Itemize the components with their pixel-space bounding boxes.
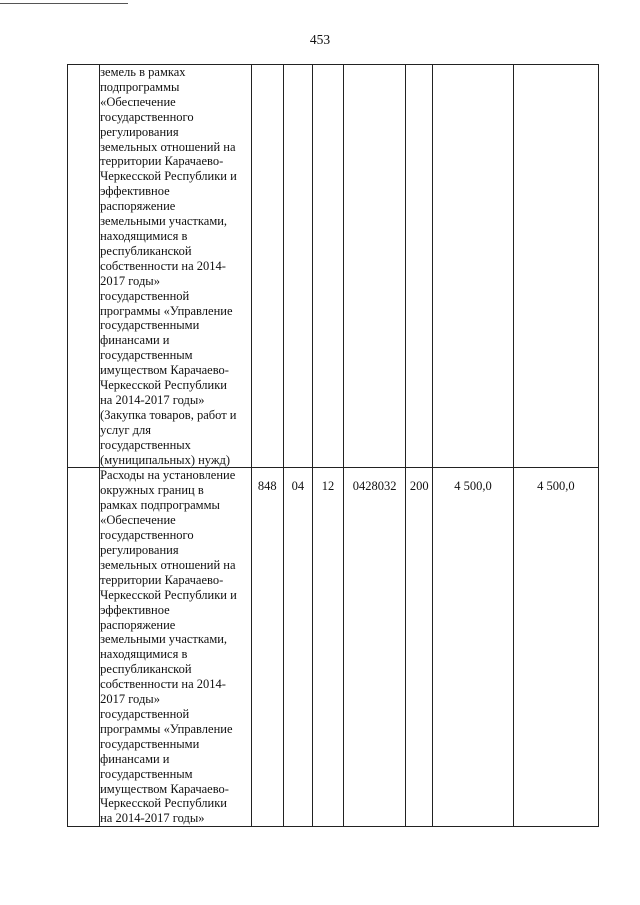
description-line: территории Карачаево- <box>100 572 224 587</box>
description-line: государственным <box>100 766 193 781</box>
description-line: на 2014-2017 годы» <box>100 811 205 826</box>
description-line: 2017 годы» <box>100 692 160 707</box>
description-line: Черкесской Республики <box>100 378 227 393</box>
description-line: эффективное <box>100 184 170 199</box>
description-line: республиканской <box>100 662 192 677</box>
description-line: (муниципальных) нужд) <box>100 452 231 467</box>
description-line: 2017 годы» <box>100 273 160 288</box>
description-line: окружных границ в <box>100 483 204 498</box>
expense-type-cell <box>406 65 433 468</box>
description-line: имуществом Карачаево- <box>100 781 229 796</box>
top-left-rule <box>0 3 128 4</box>
table-row <box>68 468 599 827</box>
budget-table <box>67 64 599 827</box>
subsection-code-cell <box>312 468 343 827</box>
description-line: государственных <box>100 437 191 452</box>
description-line: государственными <box>100 736 200 751</box>
description-line: распоряжение <box>100 199 176 214</box>
expense-type-code: 200 <box>409 479 429 494</box>
amount-cell-1 <box>433 65 513 468</box>
row-number-cell <box>68 65 100 468</box>
description-line: собственности на 2014- <box>100 258 226 273</box>
description-line: государственного <box>100 528 194 543</box>
ministry-code-cell <box>251 65 283 468</box>
description-line: земельных отношений на <box>100 139 236 154</box>
description-line: находящимися в <box>100 228 188 243</box>
description-line: земель в рамках <box>100 65 186 79</box>
page-number: 453 <box>309 32 331 47</box>
description-line: республиканской <box>100 243 192 258</box>
section-code-cell <box>283 468 312 827</box>
table-row <box>68 65 599 468</box>
description-line: финансами и <box>100 751 170 766</box>
description-line: земельных отношений на <box>100 557 236 572</box>
description-line: Черкесской Республики и <box>100 169 237 184</box>
description-line: регулирования <box>100 124 179 139</box>
description-line: распоряжение <box>100 617 176 632</box>
amount-cell-2 <box>513 468 598 827</box>
description-line: государственной <box>100 706 190 721</box>
description-line: «Обеспечение <box>100 94 176 109</box>
target-article-cell <box>344 468 406 827</box>
description-line: услуг для <box>100 422 151 437</box>
amount-cell-2 <box>513 65 598 468</box>
description-line: подпрограммы <box>100 79 180 94</box>
description-line: государственными <box>100 318 200 333</box>
expense-type-cell <box>406 468 433 827</box>
row-number-cell <box>68 468 100 827</box>
description-line: эффективное <box>100 602 170 617</box>
description-cell <box>100 65 252 468</box>
description-line: государственным <box>100 348 193 363</box>
amount-cell-1 <box>433 468 513 827</box>
description-line: программы «Управление <box>100 303 233 318</box>
description-line: территории Карачаево- <box>100 154 224 169</box>
amount-value-1: 4 500,0 <box>454 479 492 494</box>
amount-value-2: 4 500,0 <box>537 479 575 494</box>
description-line: программы «Управление <box>100 721 233 736</box>
description-line: государственного <box>100 109 194 124</box>
target-article-cell <box>344 65 406 468</box>
description-cell <box>100 468 252 827</box>
description-line: (Закупка товаров, работ и <box>100 407 237 422</box>
description-line: регулирования <box>100 543 179 557</box>
description-line: Расходы на установление <box>100 468 236 483</box>
description-line: земельными участками, <box>100 214 228 229</box>
description-line: рамках подпрограммы <box>100 498 220 513</box>
target-article-code: 0428032 <box>352 479 397 494</box>
description-line: находящимися в <box>100 647 188 662</box>
description-line: «Обеспечение <box>100 513 176 528</box>
description-line: на 2014-2017 годы» <box>100 392 205 407</box>
description-line: Черкесской Республики и <box>100 587 237 602</box>
section-code: 04 <box>291 479 305 494</box>
description-line: финансами и <box>100 333 170 348</box>
description-line: собственности на 2014- <box>100 677 226 692</box>
description-line: государственной <box>100 288 190 303</box>
ministry-code: 848 <box>257 479 277 494</box>
section-code-cell <box>283 65 312 468</box>
subsection-code: 12 <box>321 479 335 494</box>
ministry-code-cell <box>251 468 283 827</box>
description-line: имуществом Карачаево- <box>100 363 229 378</box>
subsection-code-cell <box>312 65 343 468</box>
description-line: Черкесской Республики <box>100 796 227 811</box>
description-line: земельными участками, <box>100 632 228 647</box>
